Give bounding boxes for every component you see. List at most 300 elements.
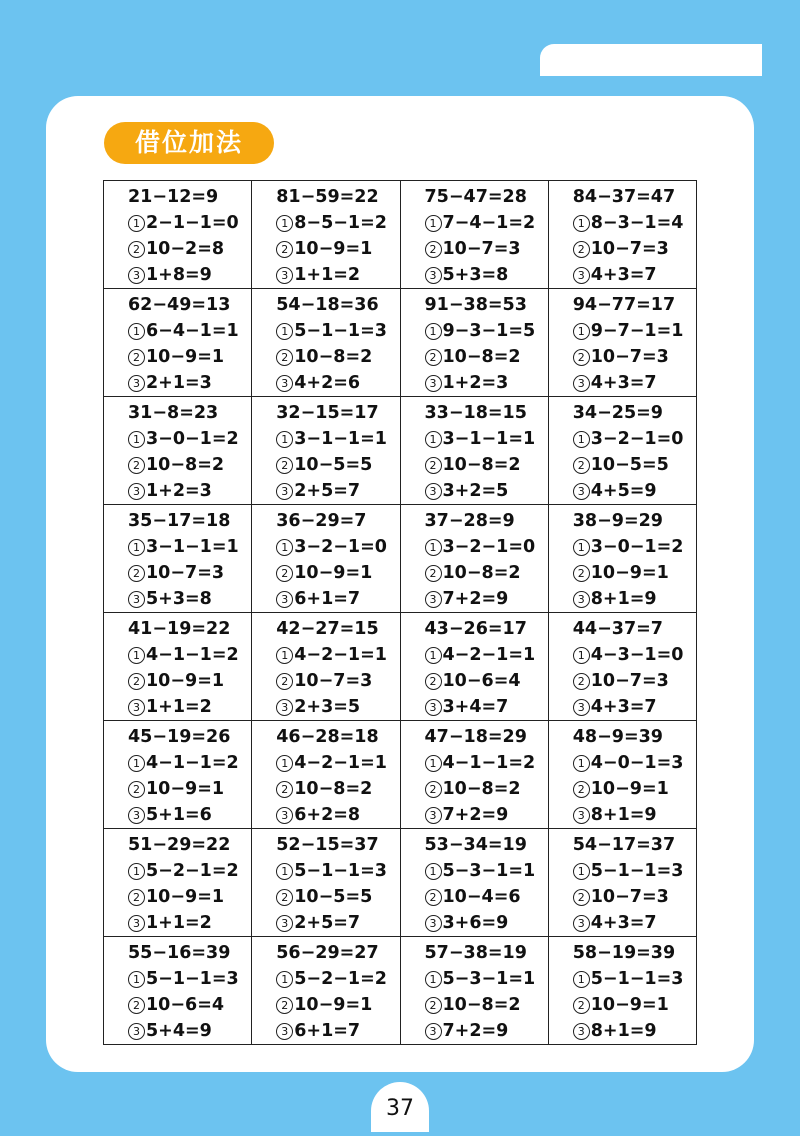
solution-step: [425, 858, 548, 884]
step-number-badge: 2: [425, 457, 442, 474]
problem-cell: [252, 397, 400, 505]
solution-step: [128, 884, 251, 910]
step-text: 5+4=9: [146, 1021, 212, 1041]
solution-step: [573, 370, 696, 396]
step-number-badge: 1: [276, 647, 293, 664]
step-text: 10−6=4: [146, 995, 225, 1015]
solution-step: [128, 750, 251, 776]
problem-cell: [548, 937, 696, 1045]
step-text: 8−5−1=2: [294, 213, 387, 233]
solution-step: [573, 344, 696, 370]
solution-step: [276, 668, 399, 694]
problem-equation: 43−26=17: [424, 619, 527, 639]
step-number-badge: 3: [425, 1023, 442, 1040]
solution-step: [573, 668, 696, 694]
step-text: 3−0−1=2: [590, 537, 684, 557]
step-text: 10−8=2: [442, 455, 521, 475]
problem-cell: [252, 613, 400, 721]
problem-cell: [104, 829, 252, 937]
step-text: 9−3−1=5: [442, 321, 536, 341]
problem-cell: [548, 613, 696, 721]
step-text: 2+1=3: [146, 373, 212, 393]
step-number-badge: 3: [573, 807, 590, 824]
table-row: [104, 721, 697, 829]
step-text: 5−1−1=3: [590, 969, 684, 989]
step-number-badge: 3: [425, 375, 442, 392]
step-text: 10−8=2: [442, 347, 521, 367]
problem-cell: [400, 937, 548, 1045]
solution-step: [276, 210, 399, 236]
solution-step: [573, 534, 696, 560]
step-number-badge: 3: [425, 807, 442, 824]
solution-step: [425, 776, 548, 802]
solution-step: [425, 1018, 548, 1044]
solution-step: [425, 668, 548, 694]
problem-equation: 42−27=15: [276, 619, 379, 639]
problem-cell: [400, 829, 548, 937]
solution-step: [128, 210, 251, 236]
problem-equation: 48−9=39: [572, 727, 663, 747]
problem-cell: [400, 289, 548, 397]
solution-step: [128, 534, 251, 560]
step-number-badge: 1: [128, 647, 145, 664]
solution-step: [276, 478, 399, 504]
solution-step: [573, 318, 696, 344]
step-text: 1+8=9: [146, 265, 212, 285]
solution-step: [425, 642, 548, 668]
step-number-badge: 3: [276, 915, 293, 932]
step-text: 7+2=9: [442, 805, 509, 825]
step-number-badge: 3: [276, 1023, 293, 1040]
step-text: 5−3−1=1: [442, 861, 536, 881]
problem-equation: 62−49=13: [128, 295, 231, 315]
solution-step: [128, 802, 251, 828]
solution-step: [128, 236, 251, 262]
problem-cell: [252, 181, 400, 289]
solution-step: [425, 370, 548, 396]
step-text: 3−0−1=2: [146, 429, 239, 449]
solution-step: [425, 478, 548, 504]
step-number-badge: 2: [128, 673, 145, 690]
step-text: 10−9=1: [590, 995, 669, 1015]
step-text: 3−2−1=0: [294, 537, 387, 557]
step-text: 1+1=2: [146, 697, 212, 717]
problem-equation: 52−15=37: [276, 835, 379, 855]
step-text: 5−1−1=3: [294, 861, 387, 881]
step-text: 3−1−1=1: [442, 429, 536, 449]
problem-equation: 37−28=9: [424, 511, 515, 531]
step-number-badge: 3: [573, 375, 590, 392]
step-text: 10−9=1: [146, 887, 225, 907]
step-text: 10−7=3: [442, 239, 521, 259]
solution-step: [128, 478, 251, 504]
solution-step: [128, 992, 251, 1018]
step-number-badge: 3: [276, 267, 293, 284]
step-number-badge: 2: [128, 889, 145, 906]
step-number-badge: 3: [276, 591, 293, 608]
section-title: 借位加法: [104, 122, 274, 164]
step-number-badge: 1: [425, 539, 442, 556]
step-number-badge: 2: [276, 889, 293, 906]
step-number-badge: 2: [425, 241, 442, 258]
problem-equation: 94−77=17: [572, 295, 676, 315]
step-text: 5−1−1=3: [294, 321, 387, 341]
step-number-badge: 2: [425, 565, 442, 582]
step-text: 5+3=8: [146, 589, 212, 609]
step-text: 5+1=6: [146, 805, 212, 825]
step-number-badge: 1: [573, 431, 590, 448]
problem-cell: [252, 937, 400, 1045]
step-number-badge: 3: [425, 591, 442, 608]
step-text: 10−8=2: [146, 455, 225, 475]
step-text: 3+2=5: [442, 481, 509, 501]
solution-step: [573, 210, 696, 236]
step-text: 2+5=7: [294, 481, 361, 501]
step-number-badge: 2: [573, 565, 590, 582]
solution-step: [573, 478, 696, 504]
step-number-badge: 3: [425, 483, 442, 500]
step-text: 3−1−1=1: [146, 537, 239, 557]
solution-step: [276, 262, 399, 288]
step-number-badge: 2: [276, 997, 293, 1014]
problem-cell: [400, 181, 548, 289]
problem-equation: 84−37=47: [572, 187, 676, 207]
step-text: 2+3=5: [294, 697, 361, 717]
step-text: 10−7=3: [590, 887, 669, 907]
solution-step: [425, 452, 548, 478]
step-text: 4−2−1=1: [442, 645, 536, 665]
solution-step: [573, 236, 696, 262]
problem-equation: 55−16=39: [128, 943, 231, 963]
step-number-badge: 3: [128, 375, 145, 392]
step-number-badge: 2: [276, 673, 293, 690]
step-number-badge: 1: [128, 863, 145, 880]
problem-equation: 44−37=7: [572, 619, 663, 639]
solution-step: [573, 262, 696, 288]
solution-step: [276, 344, 399, 370]
step-text: 4−1−1=2: [146, 645, 239, 665]
step-text: 10−8=2: [442, 779, 521, 799]
step-number-badge: 2: [573, 889, 590, 906]
step-number-badge: 1: [425, 323, 442, 340]
problem-cell: [104, 613, 252, 721]
step-text: 4+3=7: [590, 265, 657, 285]
problem-cell: [252, 505, 400, 613]
step-number-badge: 3: [128, 591, 145, 608]
step-number-badge: 1: [128, 323, 145, 340]
solution-step: [276, 750, 399, 776]
solution-step: [276, 776, 399, 802]
step-text: 10−9=1: [146, 347, 225, 367]
step-number-badge: 3: [128, 915, 145, 932]
problem-cell: [104, 289, 252, 397]
solution-step: [425, 884, 548, 910]
step-text: 4−1−1=2: [146, 753, 239, 773]
step-text: 1+1=2: [294, 265, 361, 285]
step-number-badge: 1: [573, 647, 590, 664]
step-number-badge: 3: [128, 483, 145, 500]
step-number-badge: 1: [425, 215, 442, 232]
step-number-badge: 3: [573, 483, 590, 500]
step-text: 10−4=6: [442, 887, 521, 907]
solution-step: [128, 344, 251, 370]
problem-cell: [104, 937, 252, 1045]
solution-step: [128, 452, 251, 478]
solution-step: [425, 966, 548, 992]
step-text: 10−7=3: [590, 671, 669, 691]
step-text: 2−1−1=0: [146, 213, 239, 233]
problem-cell: [400, 721, 548, 829]
step-number-badge: 2: [276, 241, 293, 258]
step-number-badge: 1: [276, 215, 293, 232]
step-number-badge: 3: [276, 483, 293, 500]
step-text: 10−2=8: [146, 239, 225, 259]
solution-step: [276, 534, 399, 560]
step-number-badge: 1: [573, 323, 590, 340]
step-text: 1+1=2: [146, 913, 212, 933]
step-text: 6+1=7: [294, 589, 361, 609]
problem-equation: 56−29=27: [276, 943, 379, 963]
step-number-badge: 3: [573, 267, 590, 284]
step-text: 10−8=2: [442, 563, 521, 583]
step-number-badge: 2: [128, 781, 145, 798]
step-number-badge: 1: [425, 431, 442, 448]
solution-step: [276, 642, 399, 668]
table-row: [104, 181, 697, 289]
solution-step: [573, 452, 696, 478]
step-text: 10−5=5: [294, 455, 373, 475]
table-row: [104, 829, 697, 937]
solution-step: [276, 910, 399, 936]
step-text: 10−9=1: [146, 671, 225, 691]
solution-step: [425, 210, 548, 236]
step-number-badge: 3: [128, 699, 145, 716]
step-number-badge: 2: [573, 241, 590, 258]
problem-cell: [104, 181, 252, 289]
step-text: 3+4=7: [442, 697, 509, 717]
problem-equation: 51−29=22: [128, 835, 231, 855]
step-number-badge: 1: [276, 863, 293, 880]
step-text: 5−1−1=3: [146, 969, 239, 989]
solution-step: [573, 694, 696, 720]
step-number-badge: 1: [128, 539, 145, 556]
step-text: 10−7=3: [590, 347, 669, 367]
step-number-badge: 1: [276, 431, 293, 448]
step-number-badge: 3: [128, 807, 145, 824]
problem-cell: [252, 289, 400, 397]
page-number: 37: [371, 1082, 429, 1132]
solution-step: [276, 1018, 399, 1044]
step-number-badge: 1: [276, 755, 293, 772]
step-number-badge: 3: [276, 807, 293, 824]
problem-equation: 34−25=9: [572, 403, 663, 423]
problem-cell: [548, 829, 696, 937]
step-number-badge: 3: [573, 591, 590, 608]
solution-step: [276, 802, 399, 828]
step-text: 9−7−1=1: [590, 321, 684, 341]
solution-step: [573, 802, 696, 828]
solution-step: [573, 858, 696, 884]
step-number-badge: 1: [276, 323, 293, 340]
step-number-badge: 2: [128, 997, 145, 1014]
step-text: 10−9=1: [294, 239, 373, 259]
solution-step: [573, 750, 696, 776]
problem-equation: 41−19=22: [128, 619, 231, 639]
solution-step: [425, 586, 548, 612]
solution-step: [128, 966, 251, 992]
step-text: 6+2=8: [294, 805, 361, 825]
step-text: 10−8=2: [294, 347, 373, 367]
problem-cell: [400, 397, 548, 505]
step-number-badge: 2: [573, 457, 590, 474]
step-text: 10−9=1: [590, 779, 669, 799]
solution-step: [425, 262, 548, 288]
problem-cell: [104, 721, 252, 829]
problem-equation: 31−8=23: [128, 403, 219, 423]
problem-equation: 47−18=29: [424, 727, 527, 747]
step-text: 4+5=9: [590, 481, 657, 501]
problem-cell: [252, 721, 400, 829]
step-text: 4−0−1=3: [590, 753, 684, 773]
step-text: 6+1=7: [294, 1021, 361, 1041]
step-number-badge: 2: [276, 457, 293, 474]
step-text: 6−4−1=1: [146, 321, 239, 341]
problem-cell: [548, 289, 696, 397]
solution-step: [425, 750, 548, 776]
solution-step: [425, 802, 548, 828]
step-text: 8+1=9: [590, 805, 657, 825]
step-text: 5−2−1=2: [294, 969, 387, 989]
solution-step: [276, 370, 399, 396]
step-text: 4+3=7: [590, 913, 657, 933]
solution-step: [128, 318, 251, 344]
solution-step: [128, 586, 251, 612]
step-number-badge: 3: [276, 375, 293, 392]
step-number-badge: 1: [425, 863, 442, 880]
step-number-badge: 1: [276, 539, 293, 556]
step-text: 10−5=5: [590, 455, 669, 475]
solution-step: [276, 884, 399, 910]
solution-step: [276, 694, 399, 720]
step-text: 8−3−1=4: [590, 213, 684, 233]
step-text: 3+6=9: [442, 913, 509, 933]
problem-equation: 21−12=9: [128, 187, 219, 207]
step-number-badge: 1: [128, 431, 145, 448]
solution-step: [425, 694, 548, 720]
solution-step: [276, 236, 399, 262]
solution-step: [573, 776, 696, 802]
solution-step: [276, 560, 399, 586]
step-number-badge: 2: [573, 997, 590, 1014]
step-text: 4+2=6: [294, 373, 361, 393]
step-number-badge: 3: [425, 915, 442, 932]
step-number-badge: 1: [573, 755, 590, 772]
step-number-badge: 1: [573, 215, 590, 232]
problem-equation: 91−38=53: [424, 295, 527, 315]
step-number-badge: 2: [425, 889, 442, 906]
solution-step: [128, 910, 251, 936]
step-number-badge: 3: [128, 267, 145, 284]
table-row: [104, 397, 697, 505]
table-row: [104, 937, 697, 1045]
step-number-badge: 3: [573, 699, 590, 716]
solution-step: [128, 370, 251, 396]
problem-cell: [104, 505, 252, 613]
step-number-badge: 2: [425, 673, 442, 690]
problem-cell: [400, 613, 548, 721]
step-number-badge: 2: [573, 673, 590, 690]
step-number-badge: 3: [573, 915, 590, 932]
solution-step: [128, 426, 251, 452]
step-text: 5−2−1=2: [146, 861, 239, 881]
step-number-badge: 1: [425, 647, 442, 664]
problem-table: [103, 180, 697, 1045]
solution-step: [128, 858, 251, 884]
problem-equation: 53−34=19: [424, 835, 527, 855]
solution-step: [276, 586, 399, 612]
solution-step: [573, 426, 696, 452]
solution-step: [128, 1018, 251, 1044]
problem-equation: 38−9=29: [572, 511, 663, 531]
solution-step: [573, 642, 696, 668]
problem-cell: [548, 721, 696, 829]
solution-step: [573, 560, 696, 586]
step-text: 5−1−1=3: [590, 861, 684, 881]
step-number-badge: 3: [573, 1023, 590, 1040]
problem-equation: 75−47=28: [424, 187, 527, 207]
step-number-badge: 1: [425, 971, 442, 988]
problem-cell: [548, 397, 696, 505]
solution-step: [425, 910, 548, 936]
table-row: [104, 613, 697, 721]
problem-equation: 32−15=17: [276, 403, 379, 423]
step-text: 10−7=3: [146, 563, 225, 583]
step-text: 7+2=9: [442, 589, 509, 609]
step-number-badge: 2: [573, 781, 590, 798]
step-text: 10−8=2: [294, 779, 373, 799]
step-text: 8+1=9: [590, 1021, 657, 1041]
solution-step: [276, 318, 399, 344]
solution-step: [128, 694, 251, 720]
solution-step: [276, 426, 399, 452]
problem-equation: 45−19=26: [128, 727, 231, 747]
step-text: 4−1−1=2: [442, 753, 536, 773]
step-text: 10−8=2: [442, 995, 521, 1015]
solution-step: [425, 534, 548, 560]
solution-step: [573, 910, 696, 936]
step-text: 4+3=7: [590, 373, 657, 393]
solution-step: [128, 262, 251, 288]
step-number-badge: 2: [425, 781, 442, 798]
solution-step: [425, 344, 548, 370]
step-text: 3−1−1=1: [294, 429, 387, 449]
solution-step: [573, 966, 696, 992]
solution-step: [573, 992, 696, 1018]
solution-step: [573, 1018, 696, 1044]
step-number-badge: 3: [128, 1023, 145, 1040]
problem-table-body: [104, 181, 697, 1045]
step-text: 1+2=3: [442, 373, 509, 393]
step-text: 10−9=1: [294, 563, 373, 583]
problem-equation: 46−28=18: [276, 727, 379, 747]
step-number-badge: 3: [425, 699, 442, 716]
step-number-badge: 1: [573, 539, 590, 556]
problem-equation: 35−17=18: [128, 511, 231, 531]
step-text: 10−9=1: [294, 995, 373, 1015]
step-text: 7+2=9: [442, 1021, 509, 1041]
problem-equation: 36−29=7: [276, 511, 367, 531]
solution-step: [425, 236, 548, 262]
